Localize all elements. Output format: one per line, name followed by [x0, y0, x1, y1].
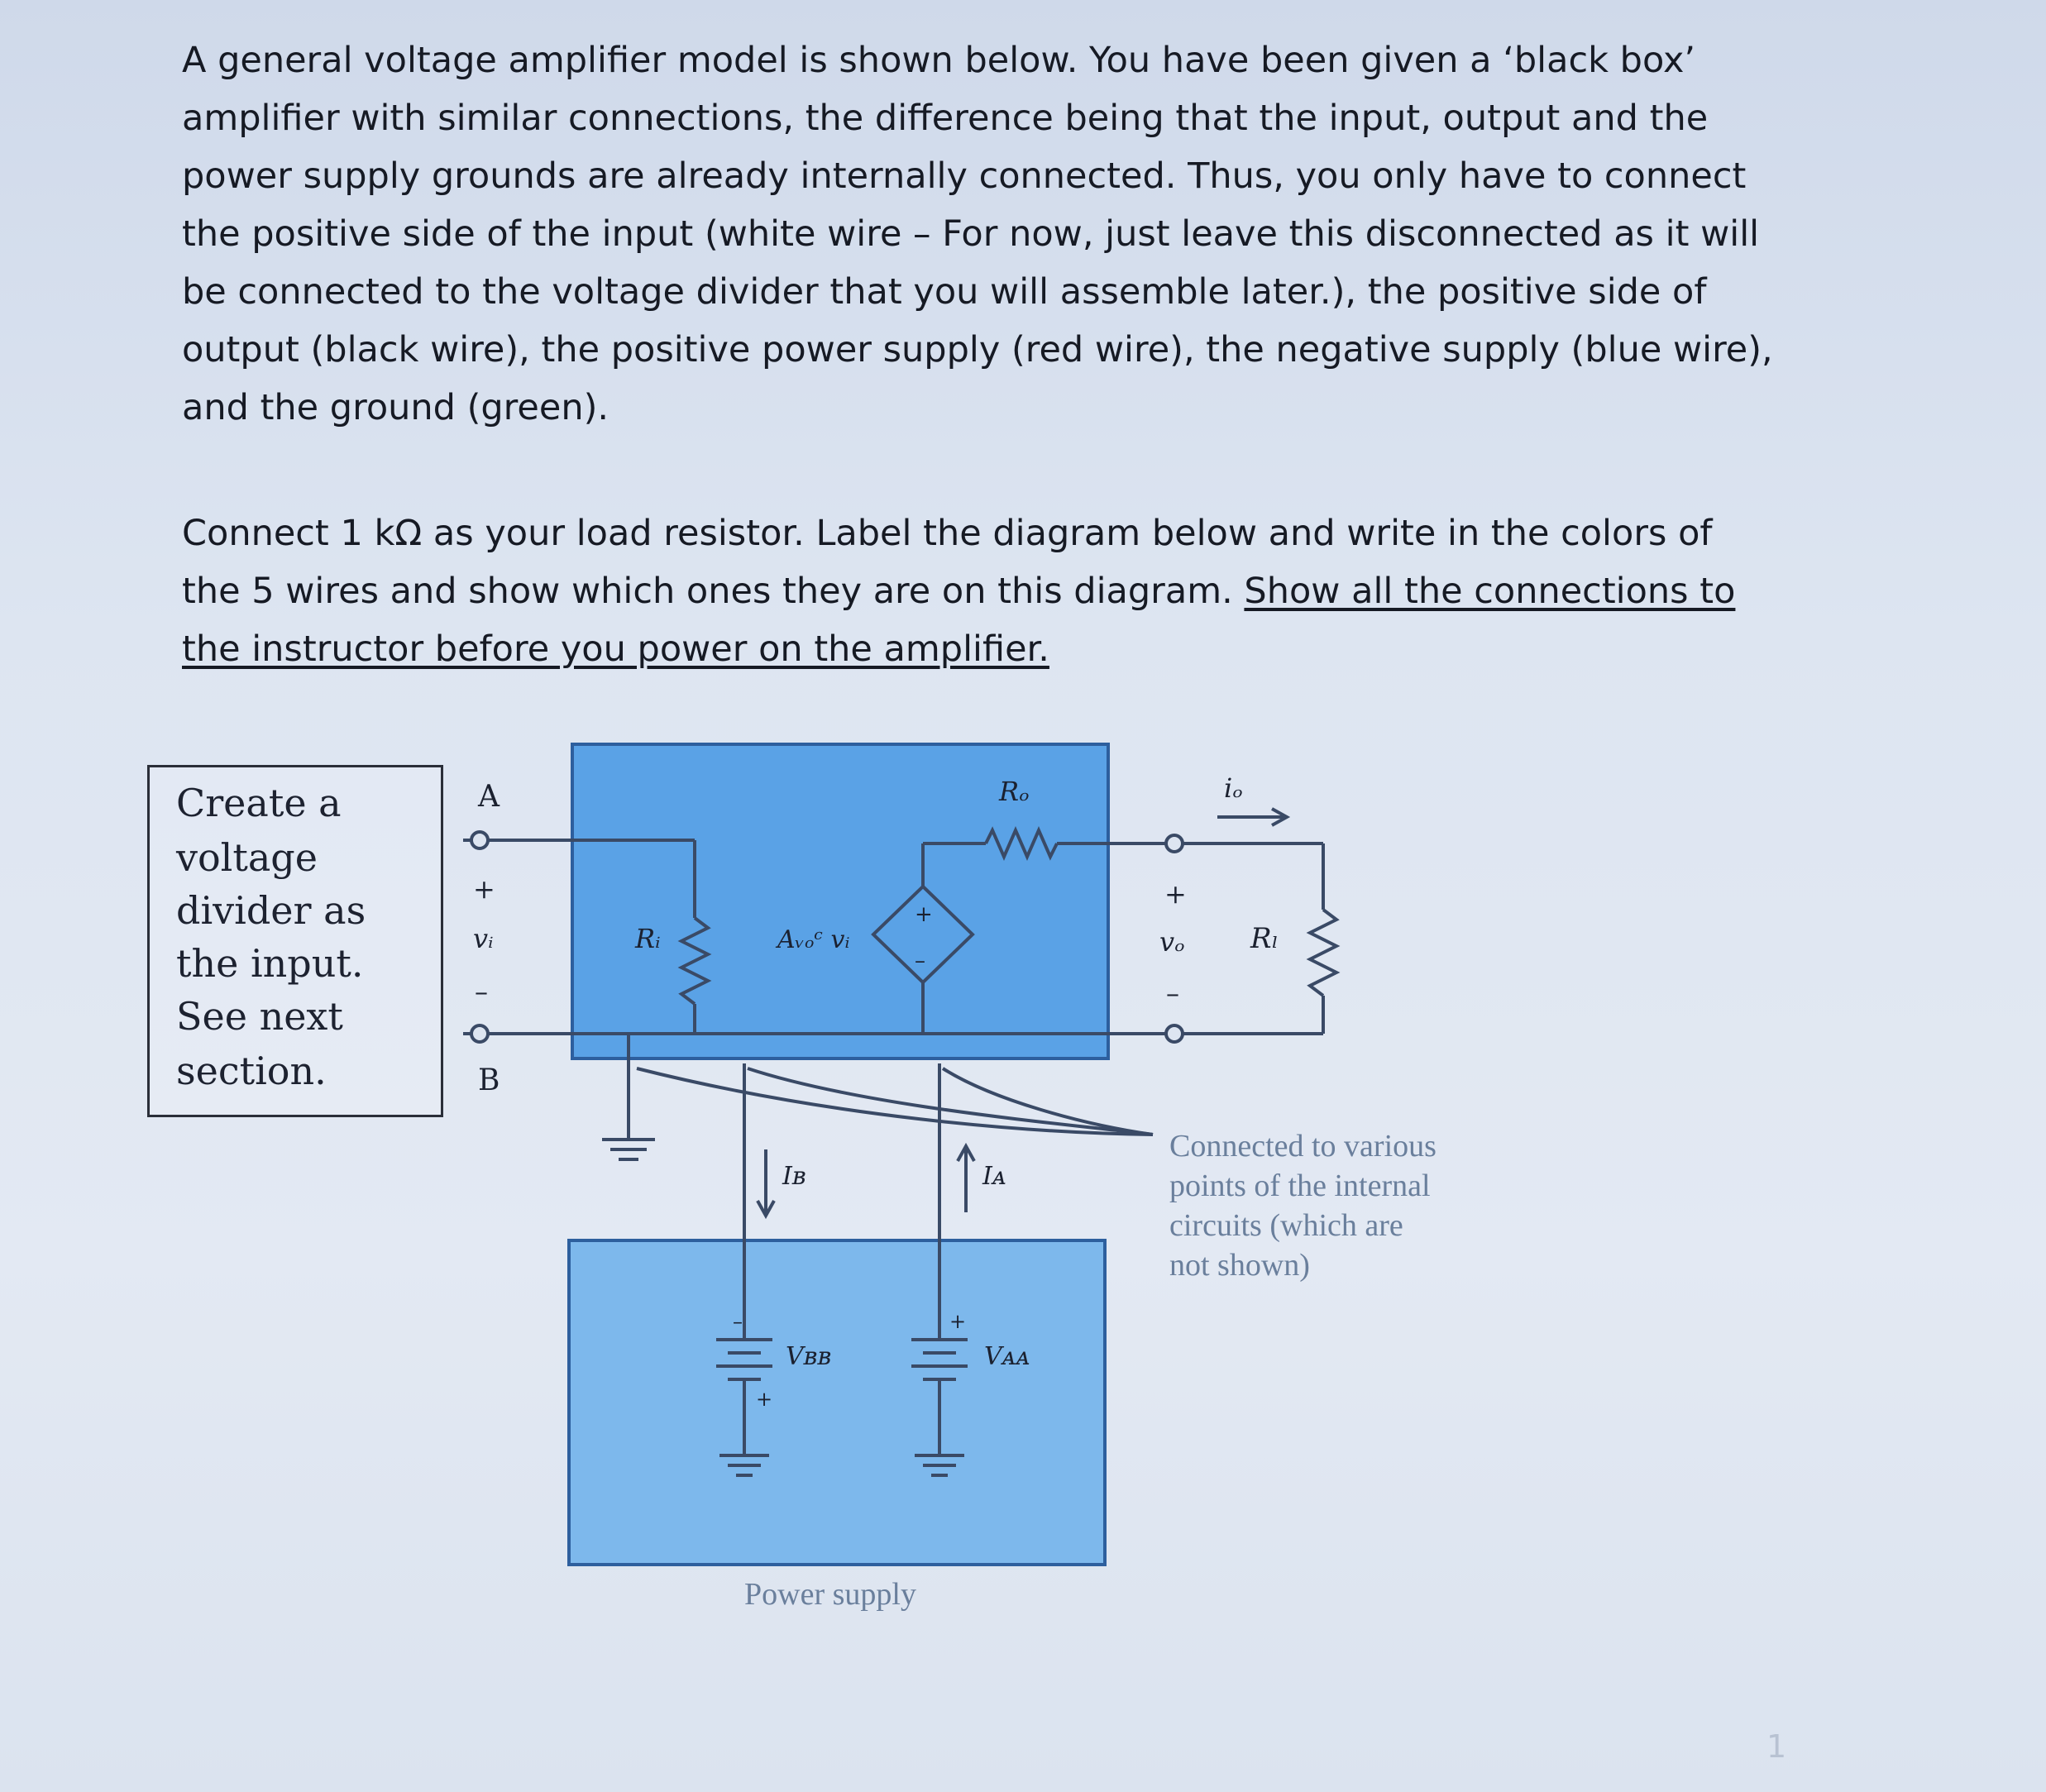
supply-a-label: Vᴀᴀ [984, 1342, 1030, 1371]
para1-line-1: A general voltage amplifier model is shown below. You have been given a ‘black box’ [182, 40, 1696, 81]
load-resistor-label: Rₗ [1250, 922, 1279, 955]
power-supply-label: Power supply [744, 1577, 916, 1612]
voltage-divider-note [147, 765, 443, 1117]
dependent-source-label: Aᵥₒᶜ vᵢ [777, 925, 850, 954]
note-line-5: See next [176, 994, 343, 1039]
input-voltage-label: vᵢ [473, 923, 494, 954]
para1-line-3: power supply grounds are already internally connected. Thus, you only have to connect [182, 155, 1747, 197]
para2-line-3-underlined: the instructor before you power on the amplifier. [182, 628, 1049, 670]
connected-note [1169, 1126, 1437, 1285]
current-b-label: Iʙ [782, 1162, 806, 1191]
connected-note-line-3: circuits (which are [1169, 1208, 1403, 1243]
note-line-4: the input. [176, 941, 364, 986]
connected-note-line-4: not shown) [1169, 1248, 1310, 1283]
output-minus-label: – [1166, 977, 1179, 1009]
connected-note-line-2: points of the internal [1169, 1168, 1431, 1203]
para2-line-1: Connect 1 kΩ as your load resistor. Label the diagram below and write in the colors of [182, 513, 1713, 554]
source-plus-sign: + [915, 902, 933, 927]
battery-b-minus: – [733, 1310, 743, 1333]
battery-b-plus: + [756, 1388, 773, 1411]
current-a-label: Iᴀ [982, 1162, 1006, 1191]
output-current-label: iₒ [1224, 772, 1243, 804]
terminal-a-node [471, 832, 488, 848]
connected-note-line-1: Connected to various [1169, 1129, 1437, 1164]
note-line-6: section. [176, 1049, 327, 1093]
para2-line-2-plain: the 5 wires and show which ones they are on this diagram. [182, 571, 1245, 612]
supply-b-label: Vʙʙ [786, 1342, 832, 1371]
para2-line-2-underlined: Show all the connections to [1244, 571, 1736, 612]
para1-line-6: output (black wire), the positive power supply (red wire), the negative supply (blue wire), [182, 329, 1773, 370]
output-minus-node [1166, 1025, 1183, 1042]
input-plus-label: + [473, 873, 495, 905]
output-resistor-label: Rₒ [999, 776, 1030, 807]
load-resistor-zigzag [1310, 910, 1336, 996]
terminal-a-label: A [478, 780, 500, 814]
output-plus-label: + [1164, 878, 1187, 910]
para1-line-2: amplifier with similar connections, the difference being that the input, output and the [182, 98, 1709, 139]
para1-line-7: and the ground (green). [182, 387, 609, 428]
battery-a-plus: + [949, 1310, 967, 1333]
terminal-b-label: B [478, 1063, 500, 1097]
source-minus-sign: – [915, 949, 925, 973]
note-line-2: voltage [176, 835, 318, 880]
input-resistor-label: Rᵢ [635, 923, 661, 954]
output-voltage-label: vₒ [1159, 926, 1185, 958]
para1-line-5: be connected to the voltage divider that you will assemble later.), the positive side of [182, 271, 1707, 313]
note-line-3: divider as [176, 888, 366, 933]
terminal-b-node [471, 1025, 488, 1042]
page-number: 1 [1766, 1728, 1787, 1765]
output-plus-node [1166, 835, 1183, 852]
input-minus-label: – [475, 976, 488, 1007]
para1-line-4: the positive side of the input (white wire – For now, just leave this disconnected as it will [182, 213, 1760, 255]
note-line-1: Create a [176, 781, 342, 825]
power-supply-box [569, 1240, 1105, 1565]
